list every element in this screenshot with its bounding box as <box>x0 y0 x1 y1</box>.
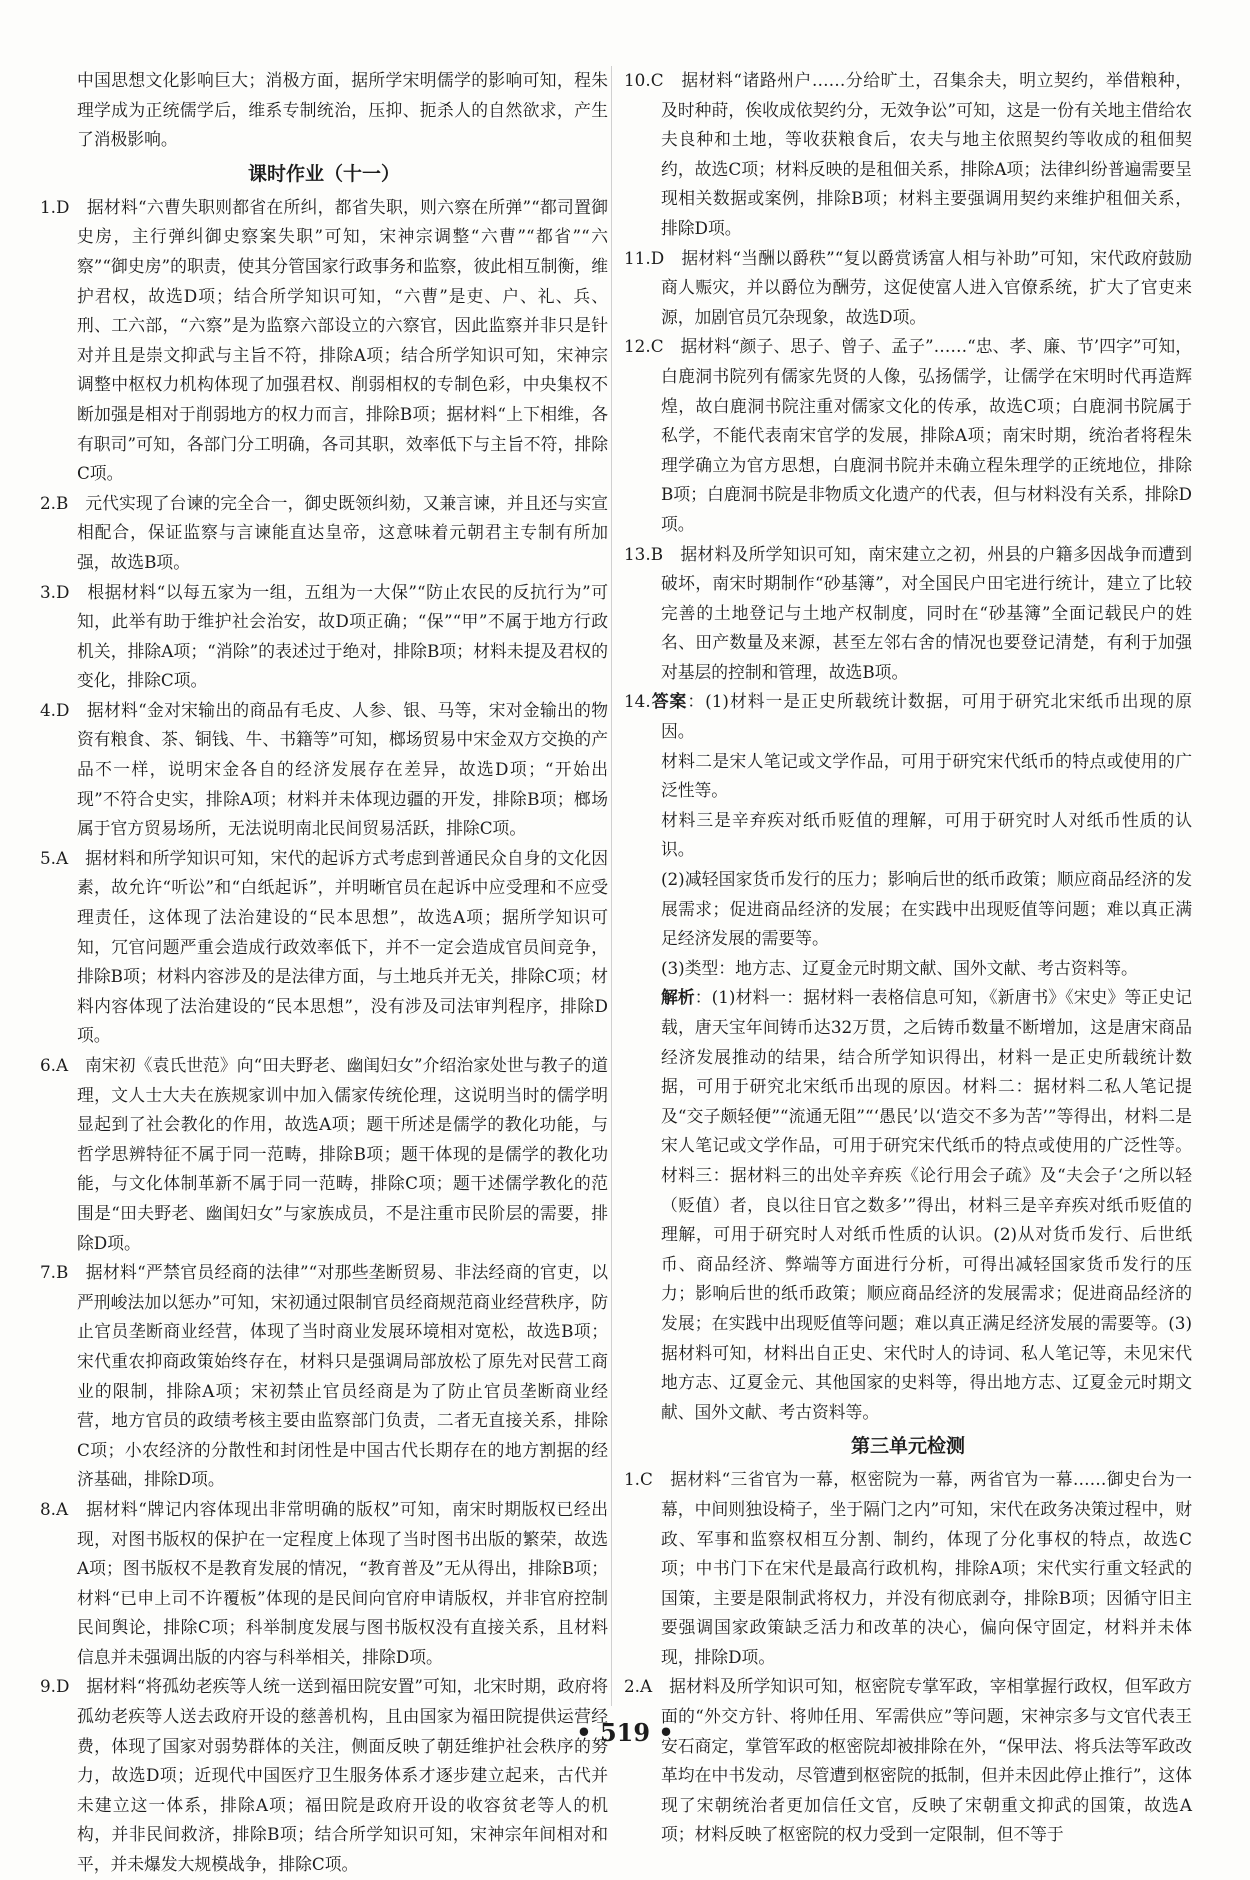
answer-item: 6.A 南宋初《袁氏世范》向“田夫野老、幽闺妇女”介绍治家处世与教子的道理，文人士大夫在族规家训中加入儒家传统伦理，这说明当时的儒学明显起到了社会教化的作用，故选A项；题干所述是儒学的教化功能，与哲学思辨特征不属于同一范畴，排除B项；题干体现的是儒学的教化功能，与文化体制革新不属于同一范畴，排除C项；题干述儒学教化的范围是“田夫野老、幽闺妇女”与家族成员，不是注重市民阶层的需要，排除D项。 <box>40 1055 608 1253</box>
answer-item: 4.D 据材料“金对宋输出的商品有毛皮、人参、银、马等，宋对金输出的物资有粮食、茶、铜钱、牛、书籍等”可知，榔场贸易中宋金双方交换的产品不一样，说明宋金各自的经济发展存在差异，故选D项；“开始出现”不符合史实，排除A项；材料并未体现边疆的开发，排除B项；榔场属于官方贸易场所，无法说明南北民间贸易活跃，排除C项。 <box>40 699 608 839</box>
answer-item: 5.A 据材料和所学知识可知，宋代的起诉方式考虑到普通民众自身的文化因素，故允许“听讼”和“白纸起诉”，并明晰官员在起诉中应受理和不应受理责任，这体现了法治建设的“民本思想”，故选A项；据所学知识可知，冗官问题严重会造成行政效率低下，并不一定会造成官员间竞争，排除B项；材料内容涉及的是法律方面，与土地兵并无关，排除C项；材料内容体现了法治建设的“民本思想”，没有涉及司法审判程序，排除D项。 <box>40 847 608 1046</box>
answer-item: 1.D 据材料“六曹失职则都省在所纠，都省失职，则六察在所弹”“都司置御史房，主行弹纠御史察案失职”可知，宋神宗调整“六曹”“都省”“六察”“御史房”的职责，使其分管国家行政事务和监察，彼此相互制衡，维护君权，故选D项；结合所学知识可知，“六曹”是吏、户、礼、兵、刑、工六部，“六察”是为监察六部设立的六察官，因此监察并非只是针对并且是崇文抑武与主旨不符，排除A项；结合所学知识可知，宋神宗调整中枢权力机构体现了加强君权、削弱相权的专制色彩，中央集权不断加强是相对于削弱地方的权力而言，排除B项；据材料“上下相维，各有职司”可知，各部门分工明确，各司其职，效率低下与主旨不符，排除C项。 <box>40 196 608 484</box>
answer-paragraph: (2)减轻国家货币发行的压力；影响后世的纸币政策；顺应商品经济的发展需求；促进商品经济的发展；在实践中出现贬值等问题；难以真正满足经济发展的需要等。 <box>660 869 1192 949</box>
answer-item: 8.A 据材料“牌记内容体现出非常明确的版权”可知，南宋时期版权已经出现，对图书版权的保护在一定程度上体现了当时图书出版的繁荣，故选A项；图书版权不是教育发展的情况，“教育普及”无从得出，排除B项；材料“已申上司不许覆板”体现的是民间向官府申请版权，并非官府控制民间舆论，排除C项；科举制度发展与图书版权没有直接关系，且材料信息并未强调出版的内容与科举相关，排除D项。 <box>40 1498 608 1667</box>
column-divider <box>611 66 612 1706</box>
answer-paragraph: 中国思想文化影响巨大；消极方面，据所学宋明儒学的影响可知，程朱理学成为正统儒学后，维系专制统治，压抑、扼杀人的自然欲求，产生了消极影响。 <box>76 70 608 150</box>
page-number: • 519 • <box>576 1718 674 1747</box>
answer-item: 3.D 根据材料“以每五家为一组，五组为一大保”“防止农民的反抗行为”可知，此举有助于维护社会治安，故D项正确；“保”“甲”不属于地方行政机关，排除A项；“消除”的表述过于绝对，排除B项；材料未提及君权的变化，排除C项。 <box>40 581 608 691</box>
answer-item: 13.B 据材料及所学知识可知，南宋建立之初，州县的户籍多因战争而遭到破坏，南宋时期制作“砂基簿”，对全国民户田宅进行统计，建立了比较完善的土地登记与土地产权制度，同时在“砂基簿”全面记载民户的姓名、田产数量及来源，甚至左邻右舍的情况也要登记清楚，有利于加强对基层的控制和管理，故选B项。 <box>624 543 1192 682</box>
left-column <box>40 66 608 1875</box>
answer-item: 12.C 据材料“颜子、思子、曾子、孟子”……“忠、孝、廉、节’四字”可知，白鹿洞书院列有儒家先贤的人像，弘扬儒学，让儒学在宋明时代再造辉煌，故白鹿洞书院注重对儒家文化的传承，故选C项；白鹿洞书院属于私学，不能代表南宋官学的发展，排除A项；南宋时期，统治者将程朱理学确立为官方思想，白鹿洞书院并未确立程朱理学的正统地位，排除B项；白鹿洞书院是非物质文化遗产的代表，但与材料没有关系，排除D项。 <box>624 336 1192 534</box>
section-heading: 课时作业（十一） <box>247 162 400 185</box>
label-text: 答案 <box>650 691 688 712</box>
answer-item: 1.C 据材料“三省官为一幕，枢密院为一幕，两省官为一幕……御史台为一幕，中间则独设椅子，坐于隔门之内”可知，宋代在政务决策过程中，财政、军事和监察权相互分割、制约，体现了分化事权的特点，故选C项；中书门下在宋代是最高行政机构，排除A项；宋代实行重文轻武的国策，主要是限制武将权力，并没有彻底剥夺，排除B项；因循守旧主要强调国家政策缺乏活力和改革的决心，偏向保守固定，材料并未体现，排除D项。 <box>624 1469 1192 1667</box>
answer-item: 9.D 据材料“将孤幼老疾等人统一送到福田院安置”可知，北宋时期，政府将孤幼老疾等人送去政府开设的慈善机构，且由国家为福田院提供运营经费，体现了国家对弱势群体的关注，侧面反映了朝廷维护社会秩序的努力，故选D项；近现代中国医疗卫生服务体系才逐步建立起来，古代并未建立这一体系，排除A项；福田院是政府开设的收容贫老等人的机构，并非民间救济，排除B项；结合所学知识可知，宋神宗年间相对和平，并未爆发大规模战争，排除C项。 <box>40 1676 608 1875</box>
answer-paragraph: 材料二是宋人笔记或文学作品，可用于研究宋代纸币的特点或使用的广泛性等。 <box>660 750 1192 801</box>
answer-item: 10.C 据材料“诸路州户……分给旷土，召集余夫，明立契约，举借粮种，及时种莳，俟收成依契约分，无效争讼”可知，这是一份有关地主借给农夫良种和土地，等收获粮食后，农夫与地主依照契约等收成的租佃契约，故选C项；材料反映的是租佃关系，排除A项；法律纠纷普遍需要呈现相关数据或案例，排除B项；材料主要强调用契约来维护租佃关系，排除D项。 <box>624 70 1192 238</box>
answer-item: 2.A 据材料及所学知识可知，枢密院专掌军政，宰相掌握行政权，但军政方面的“外交方针、将帅任用、军需供应”等问题，宋神宗多与文官代表王安石商定，掌管军政的枢密院却被排除在外，“保甲法、将兵法等军政改革均在中书发动，尽管遭到枢密院的抵制，但并未因此停止推行”，这体现了宋朝统治者更加信任文官，反映了宋朝重文抑武的国策，故选A项；材料反映了枢密院的权力受到一定限制，但不等于 <box>624 1676 1192 1845</box>
answer-paragraph: (3)类型：地方志、辽夏金元时期文献、国外文献、考古资料等。 <box>660 957 1138 978</box>
answer-item: 14.答案：(1)材料一是正史所载统计数据，可用于研究北宋纸币出现的原因。 <box>624 691 1192 742</box>
answer-item: 7.B 据材料“严禁官员经商的法律”“对那些垄断贸易、非法经商的官吏，以严刑峻法加以惩办”可知，宋初通过限制官员经商规范商业经营秩序，防止官员垄断商业经营，体现了当时商业发展环境相对宽松，故选B项；宋代重农抑商政策始终存在，材料只是强调局部放松了原先对民营工商业的限制，排除A项；宋初禁止官员经商是为了防止官员垄断商业经营，地方官员的政绩考核主要由监察部门负责，二者无直接关系，排除C项；小农经济的分散性和封闭性是中国古代长期存在的地方割据的经济基础，排除D项。 <box>40 1262 608 1490</box>
answer-paragraph: 材料三是辛弃疾对纸币贬值的理解，可用于研究时人对纸币性质的认识。 <box>660 809 1192 860</box>
label-text: 解析 <box>660 987 695 1008</box>
answer-item: 2.B 元代实现了台谏的完全合一，御史既领纠劾，又兼言谏，并且还与实宣相配合，保证监察与言谏能直达皇帝，这意味着元朝君主专制有所加强，故选B项。 <box>40 492 608 572</box>
answer-paragraph: 解析：(1)材料一：据材料一表格信息可知，《新唐书》《宋史》等正史记载，唐天宝年间铸币达32万贯，之后铸币数量不断增加，这是唐宋商品经济发展推动的结果，结合所学知识得出，材料一是正史所载统计数据，可用于研究北宋纸币出现的原因。材料二：据材料二私人笔记提及“交子颇轻便”“流通无阻”“‘愚民’以‘造交不多为苦’”等得出，材料二是宋人笔记或文学作品，可用于研究宋代纸币的特点或使用的广泛性等。材料三：据材料三的出处辛弃疾《论行用会子疏》及“夫会子‘之所以轻（贬值）者，良以往日官之数多’”得出，材料三是辛弃疾对纸币贬值的理解，可用于研究时人对纸币性质的认识。(2)从对货币发行、后世纸币、商品经济、弊端等方面进行分析，可得出减轻国家货币发行的压力；影响后世的纸币政策；顺应商品经济的发展需求；促进商品经济的发展；在实践中出现贬值等问题；难以真正满足经济发展的需要等。(3)据材料可知，材料出自正史、宋代时人的诗词、私人笔记等，未见宋代地方志、辽夏金元、其他国家的史料等，得出地方志、辽夏金元时期文献、国外文献、考古资料等。 <box>660 987 1192 1422</box>
section-heading: 第三单元检测 <box>850 1435 965 1458</box>
answer-item: 11.D 据材料“当酬以爵秩”“复以爵赏诱富人相与补助”可知，宋代政府鼓励商人赈灾，并以爵位为酬劳，这促使富人进入官僚系统，扩大了官吏来源，加剧官员冗杂现象，故选D项。 <box>624 247 1192 327</box>
